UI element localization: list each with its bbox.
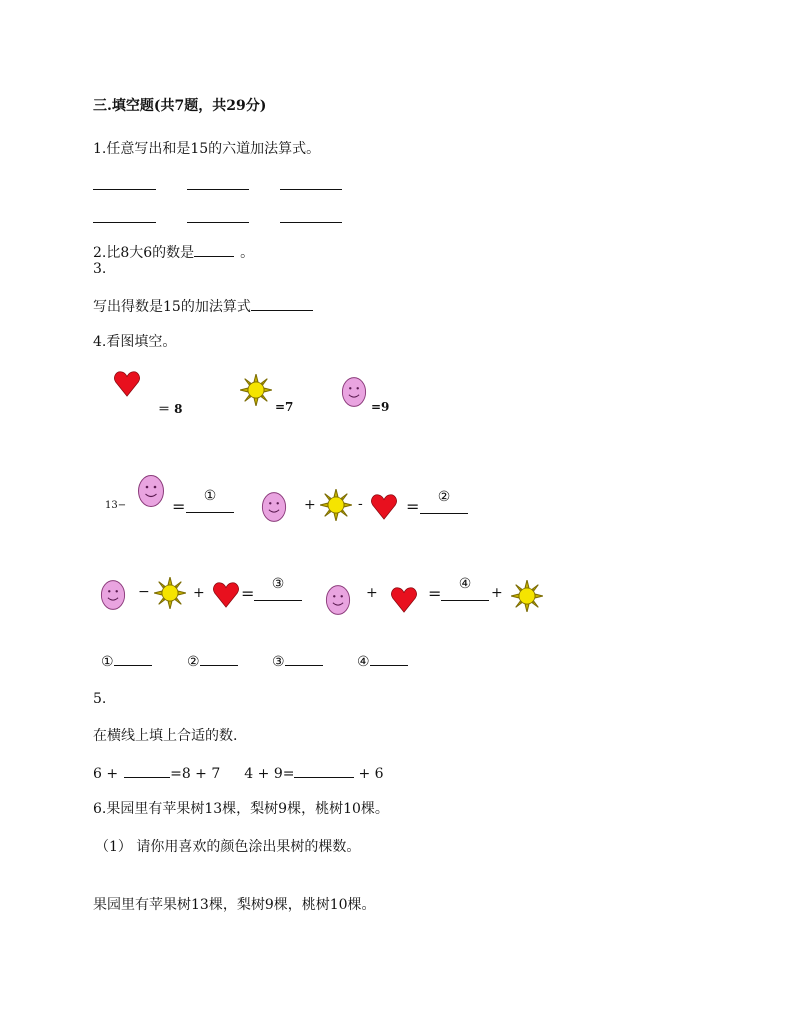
answer-2 — [187, 651, 238, 670]
answer-3 — [272, 651, 323, 670]
minus-sign: − — [138, 584, 150, 600]
equals-sign: = — [406, 497, 420, 516]
plus-sign: + — [193, 585, 205, 601]
answer-blank-1[interactable] — [186, 488, 234, 513]
smiley-icon — [325, 583, 351, 617]
equals-sign: = — [428, 584, 442, 603]
question-6-repeat: 果园里有苹果树13棵，梨树9棵，桃树10棵。 — [93, 897, 376, 913]
heart-icon — [390, 585, 418, 615]
heart-icon — [113, 369, 141, 399]
question-6-sub1: （1） 请你用喜欢的颜色涂出果树的棵数。 — [95, 839, 361, 855]
answer-blank[interactable] — [114, 651, 152, 666]
eq2-left: 4 + 9= — [244, 766, 295, 782]
section-title: 三.填空题(共7题，共29分) — [93, 98, 267, 114]
circled-2: ② — [437, 489, 451, 505]
smiley-icon — [261, 490, 287, 524]
eq1-right: =8 + 7 — [170, 766, 221, 782]
answer-blank[interactable] — [285, 651, 323, 666]
answer-blank-4[interactable] — [441, 576, 489, 601]
question-2-suffix: 。 — [240, 245, 255, 261]
heart-icon — [212, 580, 240, 610]
minus-sign: - — [358, 496, 363, 512]
sun-icon — [154, 577, 186, 609]
answer-blank[interactable] — [187, 189, 249, 190]
answer-blank-2[interactable] — [420, 489, 468, 514]
question-2 — [93, 242, 254, 262]
answer-blank[interactable] — [124, 763, 170, 778]
equals-sign: = — [172, 497, 186, 516]
smiley-icon — [100, 578, 126, 612]
sun-icon — [240, 374, 272, 406]
heart-value: ＝ 8 — [158, 402, 183, 416]
question-1-text: 1.任意写出和是15的六道加法算式。 — [93, 141, 321, 157]
circled-3: ③ — [271, 576, 285, 592]
answer-blank[interactable] — [93, 222, 156, 223]
sun-value: =7 — [275, 400, 294, 414]
smiley-value: =9 — [371, 400, 390, 414]
question-2-prefix: 2.比8大6的数是 — [93, 245, 195, 261]
answer-blank[interactable] — [200, 651, 238, 666]
eq2-right: + 6 — [358, 766, 384, 782]
plus-sign: + — [304, 497, 316, 513]
sun-icon — [320, 489, 352, 521]
answer-blank[interactable] — [251, 296, 313, 311]
answer-blank[interactable] — [294, 763, 354, 778]
answer-label: ① — [101, 654, 114, 670]
question-6-text: 6.果园里有苹果树13棵，梨树9棵，桃树10棵。 — [93, 801, 389, 817]
answer-label: ④ — [357, 654, 370, 670]
expr1-prefix: 13− — [105, 500, 127, 511]
circled-1: ① — [203, 488, 217, 504]
answer-blank-3[interactable] — [254, 576, 302, 601]
question-5-number: 5. — [93, 691, 107, 707]
question-3-number: 3. — [93, 261, 107, 277]
answer-blank[interactable] — [370, 651, 408, 666]
eq1-left: 6 + — [93, 766, 119, 782]
question-3-text: 写出得数是15的加法算式 — [93, 299, 251, 315]
question-5-text: 在横线上填上合适的数. — [93, 728, 238, 744]
question-5-equations — [93, 763, 384, 782]
answer-blank[interactable] — [280, 222, 342, 223]
answer-blank[interactable] — [280, 189, 342, 190]
plus-sign: + — [366, 585, 378, 601]
smiley-icon — [341, 375, 367, 409]
answer-label: ③ — [272, 654, 285, 670]
heart-icon — [370, 492, 398, 522]
question-4-title: 4.看图填空。 — [93, 334, 177, 350]
equals-sign: = — [241, 584, 255, 603]
answer-1 — [101, 651, 152, 670]
answer-blank[interactable] — [187, 222, 249, 223]
answer-blank[interactable] — [194, 242, 234, 257]
smiley-icon — [137, 474, 165, 508]
answer-4 — [357, 651, 408, 670]
sun-icon — [511, 580, 543, 612]
plus-sign: + — [491, 585, 503, 601]
circled-4: ④ — [458, 576, 472, 592]
answer-label: ② — [187, 654, 200, 670]
answer-blank[interactable] — [93, 189, 156, 190]
question-3 — [93, 296, 313, 316]
